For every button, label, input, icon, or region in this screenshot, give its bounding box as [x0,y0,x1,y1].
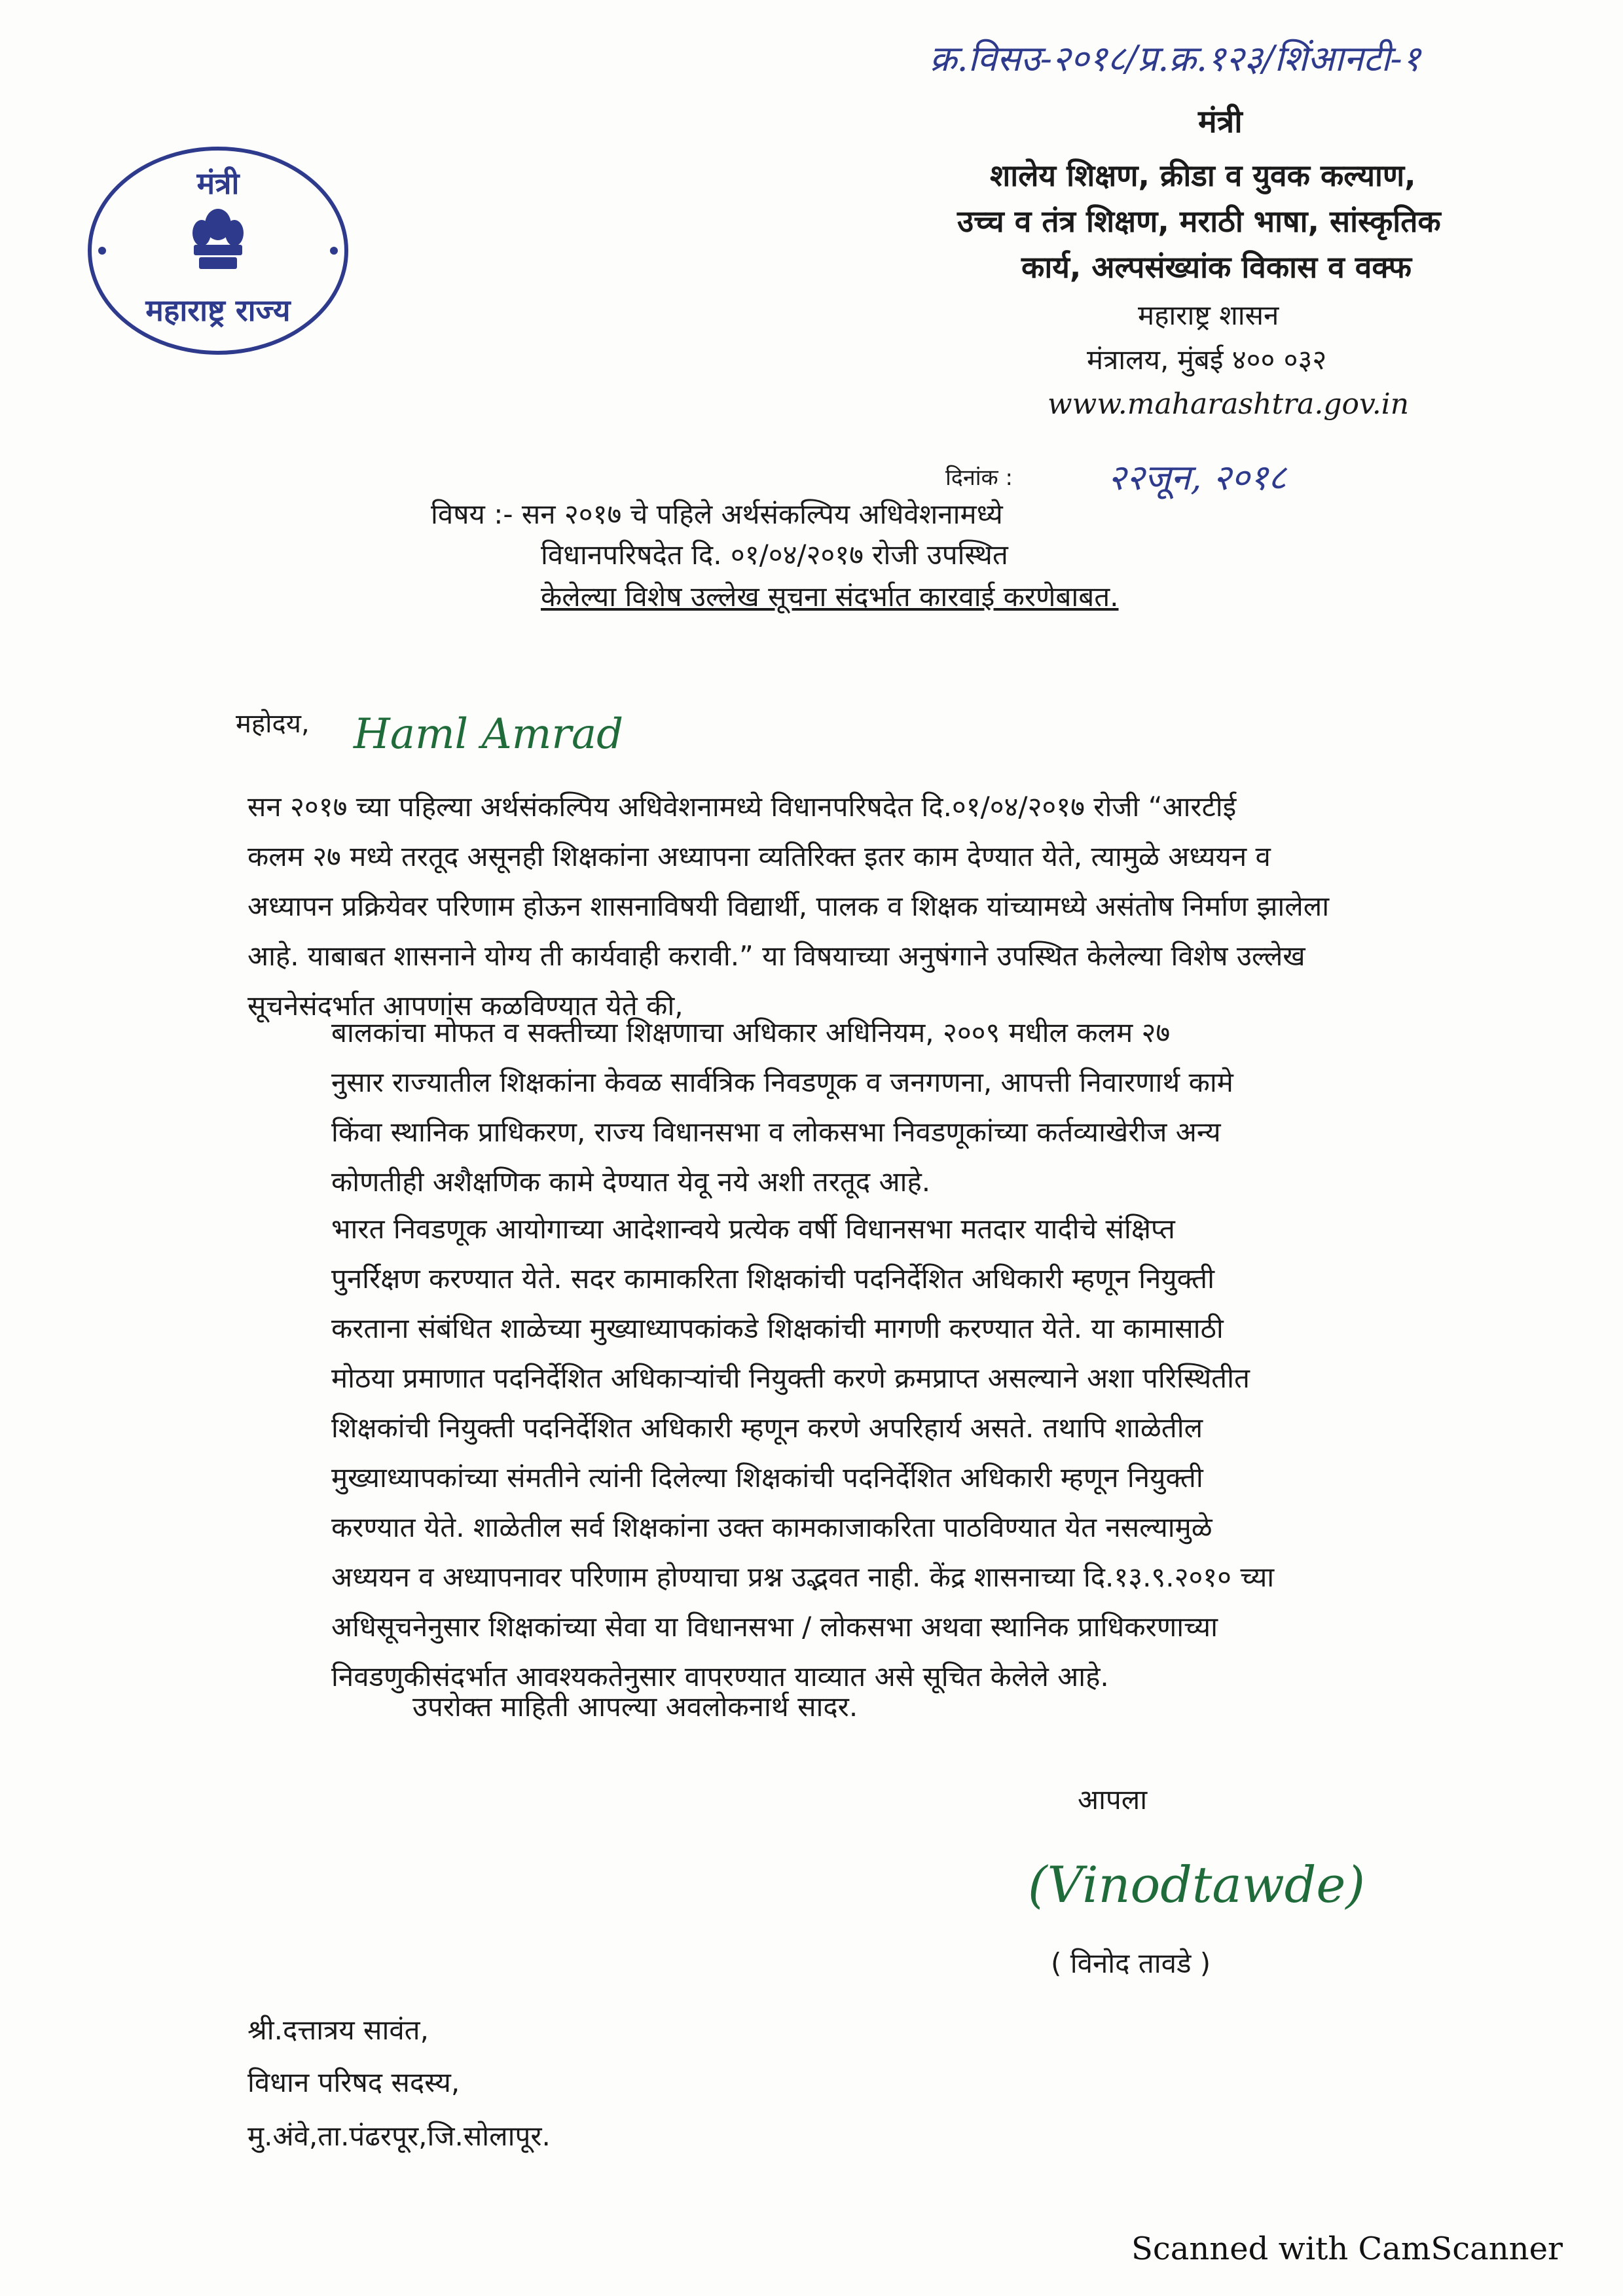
body-line: भारत निवडणूक आयोगाच्या आदेशान्वये प्रत्येक वर्षी विधानसभा मतदार यादीचे संक्षिप्त [331,1213,1175,1245]
seal-bottom-text: महाराष्ट्र राज्य [145,293,291,328]
body-line: अध्यापन प्रक्रियेवर परिणाम होऊन शासनाविषयी विद्यार्थी, पालक व शिक्षक यांच्यामध्ये असंतोष निर्माण झालेला [247,890,1330,922]
body-paragraph [331,1204,1529,1702]
body-line: निवडणुकीसंदर्भात आवश्यकतेनुसार वापरण्यात याव्यात असे सूचित केलेले आहे. [331,1660,1109,1693]
body-line: अध्ययन व अध्यापनावर परिणाम होण्याचा प्रश्न उद्भवत नाही. केंद्र शासनाच्या दि.१३.९.२०१० च्या [331,1561,1275,1593]
body-paragraph [412,1682,858,1732]
subject-line: विषय :- सन २०१७ चे पहिले अर्थसंकल्पिय अधिवेशनामध्ये [431,498,1003,530]
letterhead-line: शालेय शिक्षण, क्रीडा व युवक कल्याण, [990,158,1416,193]
body-line: पुनर्रिक्षण करण्यात येते. सदर कामाकरिता शिक्षकांची पदनिर्देशित अधिकारी म्हणून नियुक्ती [331,1263,1214,1295]
salutation: महोदय, [236,709,310,739]
letterhead-line: उच्च व तंत्र शिक्षण, मराठी भाषा, सांस्कृतिक [957,204,1441,239]
signer-name: ( विनोद तावडे ) [1051,1947,1211,1979]
office-title: मंत्री [1198,103,1243,140]
letterhead-line: कार्य, अल्पसंख्यांक विकास व वक्फ [1021,249,1412,285]
body-line: उपरोक्त माहिती आपल्या अवलोकनार्थ सादर. [412,1691,858,1723]
addressee-line: श्री.दत्तात्रय सावंत, [247,2014,429,2046]
website-url: www.maharashtra.gov.in [1048,387,1410,421]
body-paragraph [331,1008,1529,1207]
government-seal [84,143,352,359]
seal-top-text: मंत्री [196,166,240,201]
addressee-line: मु.अंवे,ता.पंढरपूर,जि.सोलापूर. [247,2120,551,2152]
body-line: आहे. याबाबत शासनाने योग्य ती कार्यवाही करावी.” या विषयाच्या अनुषंगाने उपस्थित केलेल्या विशेष उल्लेख [247,940,1305,972]
date-label: दिनांक : [945,465,1013,491]
body-line: कोणतीही अशैक्षणिक कामे देण्यात येवू नये अशी तरतूद आहे. [331,1166,931,1198]
subject-line: केलेल्या विशेष उल्लेख सूचना संदर्भात कारवाई करणेबाबत. [541,581,1119,613]
subject-line: विधानपरिषदेत दि. ०१/०४/२०१७ रोजी उपस्थित [541,539,1008,571]
body-line: सूचनेसंदर्भात आपणांस कळविण्यात येते की, [247,990,684,1022]
body-line: किंवा स्थानिक प्राधिकरण, राज्य विधानसभा व लोकसभा निवडणूकांच्या कर्तव्याखेरीज अन्य [331,1116,1221,1148]
addressee-line: विधान परिषद सदस्य, [247,2066,460,2098]
body-line: अधिसूचनेनुसार शिक्षकांच्या सेवा या विधानसभा / लोकसभा अथवा स्थानिक प्राधिकरणाच्या [331,1611,1218,1643]
letterhead-line: महाराष्ट्र शासन [1138,299,1279,331]
signature: (Vinodtawde) [1028,1856,1366,1914]
body-line: नुसार राज्यातील शिक्षकांना केवळ सार्वत्रिक निवडणूक व जनगणना, आपत्ती निवारणार्थ कामे [331,1066,1233,1098]
emblem-icon [192,209,244,269]
date-value: २२जून, २०१८ [1108,457,1286,498]
body-line: मोठया प्रमाणात पदनिर्देशित अधिकाऱ्यांची नियुक्ती करणे क्रमप्राप्त असल्याने अशा परिस्थितीत [331,1362,1250,1394]
body-line: कलम २७ मध्ये तरतूद असूनही शिक्षकांना अध्यापना व्यतिरिक्त इतर काम देण्यात येते, त्यामुळे अध्ययन व [247,840,1271,872]
body-line: बालकांचा मोफत व सक्तीच्या शिक्षणाचा अधिकार अधिनियम, २००९ मधील कलम २७ [331,1016,1171,1049]
handwritten-note: Haml Amrad [354,710,624,759]
closing: आपला [1078,1784,1148,1816]
body-paragraph [247,782,1531,1031]
letterhead-line: मंत्रालय, मुंबई ४०० ०३२ [1087,344,1327,376]
body-line: शिक्षकांची नियुक्ती पदनिर्देशित अधिकारी म्हणून करणे अपरिहार्य असते. तथापि शाळेतील [331,1412,1203,1444]
body-line: मुख्याध्यापकांच्या संमतीने त्यांनी दिलेल्या शिक्षकांची पदनिर्देशित अधिकारी म्हणून नियुक्ती [331,1462,1203,1494]
body-line: करताना संबंधित शाळेच्या मुख्याध्यापकांकडे शिक्षकांची मागणी करण्यात येते. या कामासाठी [331,1312,1224,1344]
scanner-watermark: Scanned with CamScanner [1131,2231,1563,2267]
reference-number: क्र.विसउ-२०१८/प्र.क्र.१२३/शिंआनटी-१ [930,38,1421,79]
body-line: सन २०१७ च्या पहिल्या अर्थसंकल्पिय अधिवेशनामध्ये विधानपरिषदेत दि.०१/०४/२०१७ रोजी “आरटीई [247,791,1237,823]
body-line: करण्यात येते. शाळेतील सर्व शिक्षकांना उक्त कामकाजाकरिता पाठविण्यात येत नसल्यामुळे [331,1511,1213,1543]
